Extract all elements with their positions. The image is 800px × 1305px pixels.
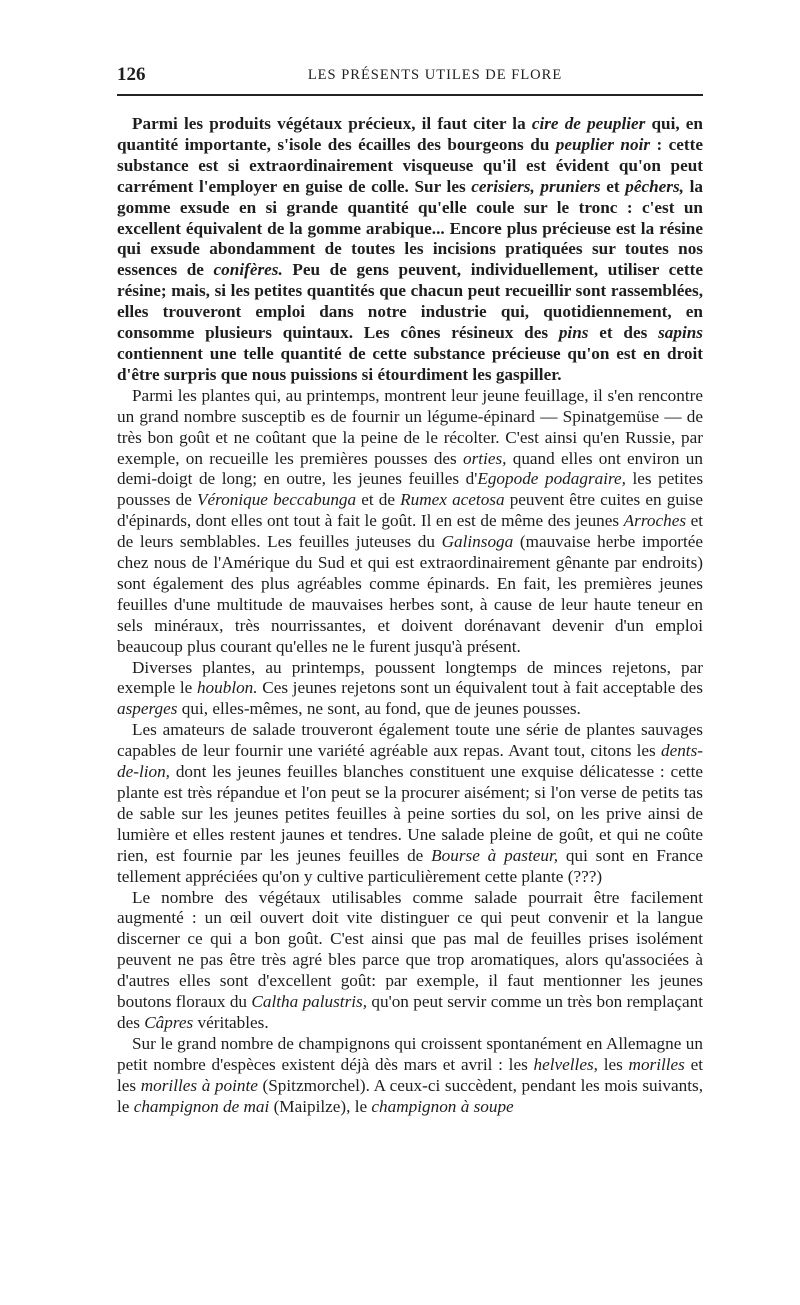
text-run: et les [117,1054,704,1095]
text-run: Parmi les produits végétaux précieux, il faut citer la [132,114,532,133]
running-title: LES PRÉSENTS UTILES DE FLORE [307,67,563,83]
text-run: qu'on peut servir comme un très bon remplaçant des [117,992,703,1032]
italic-term: Câpres [144,1012,194,1032]
italic-term: pins [558,323,589,343]
text-run: (Spitzmorchel). A ceux-ci succèdent, pendant les mois suivants, le [117,1075,704,1116]
text-run: Les amateurs de salade trouveront également toute une série de plantes sauvages capables de leur fournir une variété agréable aux repas. Avant tout, citons les [117,720,703,761]
text-run: (mauvaise herbe importée chez nous de l'Amérique du Sud et qui est extraordinairement gênante par endroits) sont également des plus agréables comme épinards. En fait, les premières jeunes feuilles d'une multitude de mauvaises herbes sont, à cause de leur haute teneur en sels minéraux, très nourrissantes, et doivent dorénavant devenir d'un emploi beaucoup plus courant qu'elles ne le furent jusqu'à présent. [117,532,704,656]
italic-term: helvelles, [533,1054,598,1074]
italic-term: Caltha palustris, [251,992,368,1012]
text-run: Peu de gens peuvent, individuellement, utiliser cette résine; mais, si les petites quantités que chacun peut recueillir sont rassemblées, elles trouveront emploi dans notre industrie qui, quotidiennement, en consomme plusieurs quintaux. Les cônes résineux des [117,260,703,343]
italic-term: peuplier noir [555,134,651,154]
italic-term: pêchers, [625,176,684,196]
italic-term: morilles à pointe [140,1075,258,1095]
paragraph-spinach [117,386,703,658]
italic-term: cerisiers, pruniers [471,176,601,196]
italic-term: sapins [658,323,703,343]
italic-term: champignon à soupe [371,1096,514,1116]
text-run: la gomme exsude en si grande quantité qu'elle coule sur le tronc : c'est un excellent équivalent de la gomme arabique... Encore plus précieuse est la résine qui exsude abondamment de toutes les incisions pratiquées sur toutes nos essences de [117,176,703,280]
text-run: contiennent une telle quantité de cette substance précieuse qu'on est en droit d'être surpris que nous puissions si étourdiment les gaspiller. [117,343,703,384]
text-run: et [600,176,626,196]
text-run: qui sont en France tellement appréciées qu'on y cultive particulièrement cette plante (???) [117,845,703,886]
paragraph-salads [117,720,703,887]
paragraph-mushrooms [117,1034,703,1118]
body-text [117,114,703,1118]
text-run: qui, elles-mêmes, ne sont, au fond, que de jeunes pousses. [177,699,581,719]
text-run: les petites pousses de [117,469,704,510]
text-run: (Maipilze), le [269,1096,372,1116]
italic-term: asperges [117,699,178,719]
page-header [117,60,703,96]
italic-term: champignon de mai [133,1096,270,1116]
italic-term: dents-de-lion, [117,741,703,782]
paragraph-resins [117,114,703,386]
paragraph-shoots [117,658,703,721]
text-run: : cette substance est si extraordinairement visqueuse qu'il est évident qu'on peut carrément l'employer en guise de colle. Sur les [117,134,704,196]
text-run: peuvent être cuites en guise d'épinards, dont elles ont tout à fait le goût. Il en est de même des jeunes [117,490,704,531]
italic-term: orties, [463,448,507,468]
italic-term: Egopode podagraire, [477,469,626,489]
italic-term: Arroches [623,511,687,531]
text-run: et des [588,323,659,343]
italic-term: Véronique beccabunga [196,490,357,510]
text-run: Diverses plantes, au printemps, poussent longtemps de minces rejetons, par exemple le [117,657,703,698]
text-run: quand elles ont environ un demi-doigt de long; en outre, les jeunes feuilles d' [117,448,703,489]
text-run: Parmi les plantes qui, au printemps, montrent leur jeune feuillage, il s'en rencontre un grand nombre susceptib es de fournir un légume-épinard — Spinatgemüse — de très bon goût et ne coûtant que la peine de le récolter. C'est ainsi qu'en Russie, par exemple, on recueille les premières pousses des [117,385,703,468]
italic-term: Rumex acetosa [400,490,505,510]
text-run: Sur le grand nombre de champignons qui croissent spontanément en Allemagne un petit nombre d'espèces existent déjà dès mars et avril : les [117,1033,703,1074]
text-run: Ces jeunes rejetons sont un équivalent tout à fait acceptable des [257,678,703,698]
text-run: dont les jeunes feuilles blanches constituent une exquise délicatesse : cette plante est très répandue et l'on peut se la procurer aisément; si l'on verse de petits tas de sable sur les jeunes petites feuilles à peine sorties du sol, on les prive ainsi de lumière et elles restent jaunes et tendres. Une salade pleine de goût, et qui ne coûte rien, est fournie par les jeunes feuilles de [117,762,703,865]
italic-term: cire de peuplier [531,114,646,133]
text-run: qui, en quantité importante, s'isole des écailles des bourgeons du [117,114,703,154]
paragraph-salad-plants [117,888,703,1034]
italic-term: Galinsoga [441,532,514,552]
italic-term: morilles [628,1054,685,1074]
italic-term: Bourse à pasteur, [431,845,559,865]
page-number: 126 [117,64,146,85]
text-run: et de [356,490,401,510]
text-run: véritables. [193,1012,269,1032]
text-run: et de leurs semblables. Les feuilles juteuses du [117,511,704,552]
text-run: Le nombre des végétaux utilisables comme salade pourrait être facilement augmenté : un œil ouvert doit vite distinguer ce qui peut convenir et la langue discerner ce qui a bon goût. C'est ainsi que pas mal de feuilles prises isolément peuvent ne pas être très agré bles parce que trop aromatiques, alors qu'associées à d'autres elles sont d'excellent goût: par exemple, il faut mentionner les jeunes boutons floraux du [117,887,703,1012]
italic-term: conifères. [213,260,283,280]
italic-term: houblon. [196,678,258,698]
text-run: les [597,1054,629,1074]
